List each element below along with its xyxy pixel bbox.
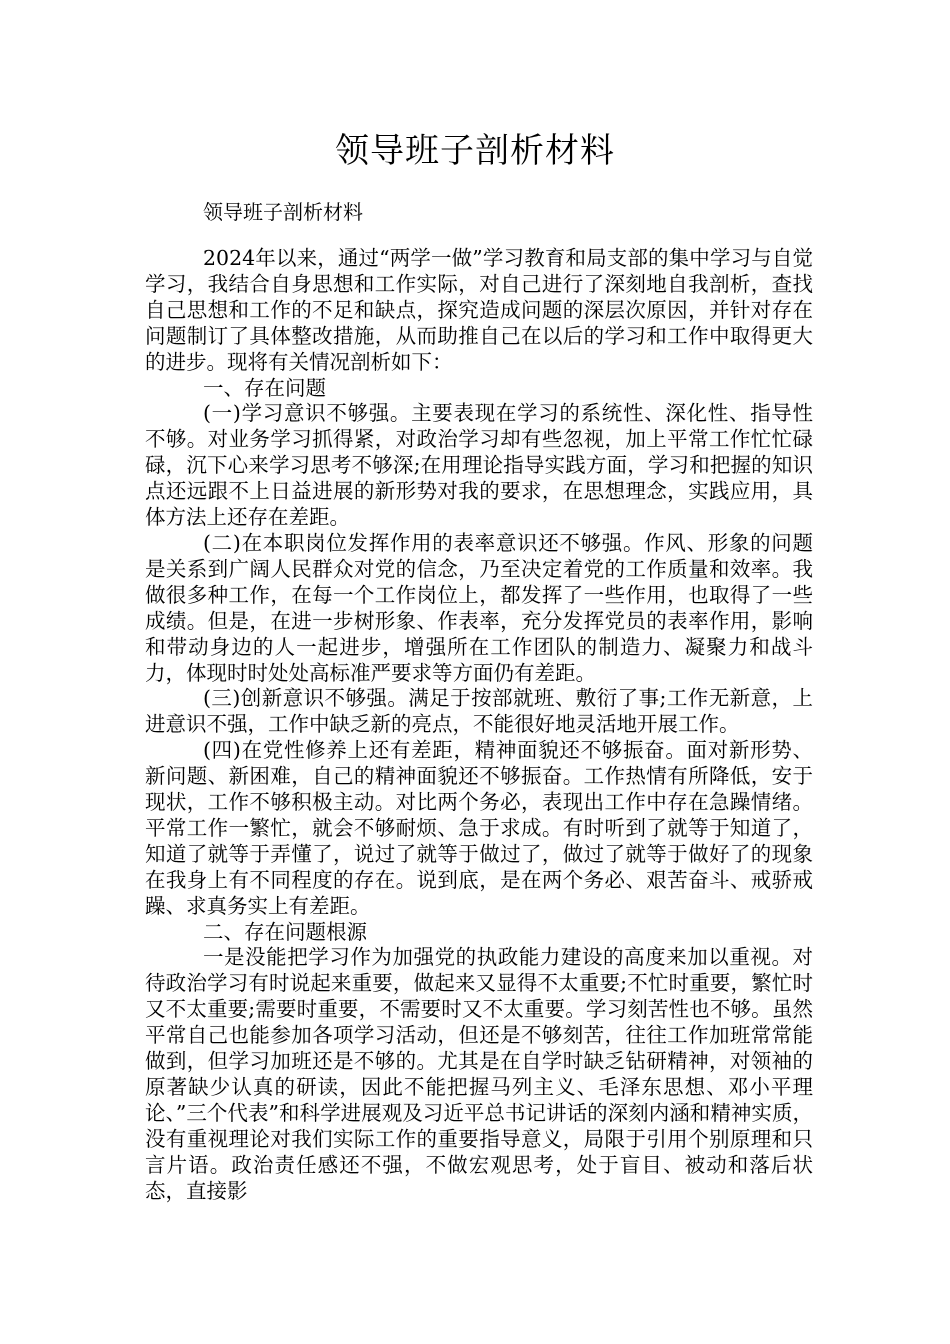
document-title: 领导班子剖析材料 [335, 131, 615, 171]
section-heading-problems: 一、存在问题 [203, 375, 326, 400]
paragraph-problem-1: (一)学习意识不够强。主要表现在学习的系统性、深化性、指导性不够。对业务学习抓得紧，对政治学习却有些忽视，加上平常工作忙忙碌碌，沉下心来学习思考不够深;在用理论指导实践方面，学习和把握的知识点还远跟不上日益进展的新形势对我的要求，在思想理念，实践应用，具体方法上还存在差距。 [145, 401, 813, 530]
document-subtitle: 领导班子剖析材料 [203, 200, 363, 224]
document-page [145, 0, 813, 1344]
section-heading-root-causes: 二、存在问题根源 [203, 919, 367, 944]
paragraph-problem-2: (二)在本职岗位发挥作用的表率意识还不够强。作风、形象的问题是关系到广阔人民群众对党的信念，乃至决定着党的工作质量和效率。我做很多种工作，在每一个工作岗位上，都发挥了一些作用，也取得了一些成绩。但是，在进一步树形象、作表率，充分发挥党员的表率作用，影响和带动身边的人一起进步，增强所在工作团队的制造力、凝聚力和战斗力，体现时时处处高标准严要求等方面仍有差距。 [145, 530, 813, 685]
paragraph-intro: 2024年以来，通过“两学一做”学习教育和局支部的集中学习与自觉学习，我结合自身思想和工作实际，对自己进行了深刻地自我剖析，查找自己思想和工作的不足和缺点，探究造成问题的深层次原因，并针对存在问题制订了具体整改措施，从而助推自己在以后的学习和工作中取得更大的进步。现将有关情况剖析如下： [145, 246, 813, 374]
paragraph-problem-3: (三)创新意识不够强。满足于按部就班、敷衍了事;工作无新意，上进意识不强，工作中缺乏新的亮点，不能很好地灵活地开展工作。 [145, 686, 813, 737]
paragraph-root-cause-1: 一是没能把学习作为加强党的执政能力建设的高度来加以重视。对待政治学习有时说起来重要，做起来又显得不太重要;不忙时重要，繁忙时又不太重要;需要时重要，不需要时又不太重要。学习刻苦性也不够。虽然平常自己也能参加各项学习活动，但还是不够刻苦，往往工作加班常常能做到，但学习加班还是不够的。尤其是在自学时缺乏钻研精神，对领袖的原著缺少认真的研读，因此不能把握马列主义、毛泽东思想、邓小平理论、”三个代表”和科学进展观及习近平总书记讲话的深刻内涵和精神实质，没有重视理论对我们实际工作的重要指导意义，局限于引用个别原理和只言片语。政治责任感还不强，不做宏观思考，处于盲目、被动和落后状态，直接影 [145, 945, 813, 1203]
document-body [145, 246, 813, 1205]
paragraph-problem-4: (四)在党性修养上还有差距，精神面貌还不够振奋。面对新形势、新问题、新困难，自己的精神面貌还不够振奋。工作热情有所降低，安于现状，工作不够积极主动。对比两个务必，表现出工作中存在急躁情绪。平常工作一繁忙，就会不够耐烦、急于求成。有时听到了就等于知道了，知道了就等于弄懂了，说过了就等于做过了，做过了就等于做好了的现象在我身上有不同程度的存在。说到底，是在两个务必、艰苦奋斗、戒骄戒躁、求真务实上有差距。 [145, 738, 813, 918]
